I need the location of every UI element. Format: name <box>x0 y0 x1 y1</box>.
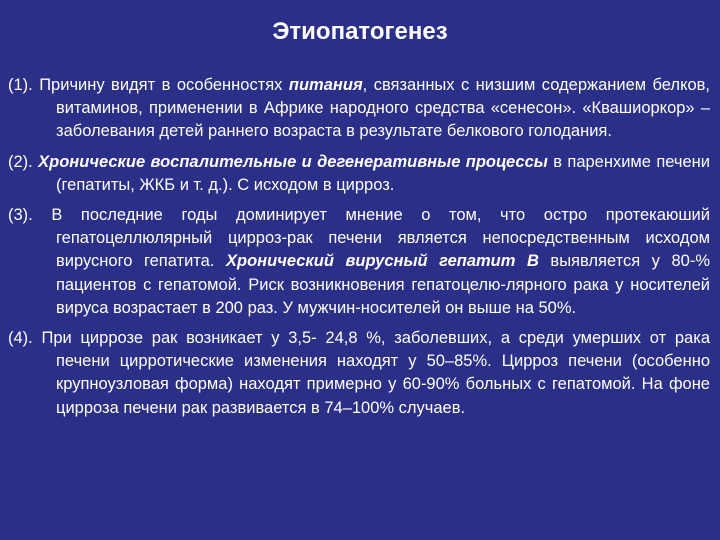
slide-body <box>8 74 710 427</box>
paragraph-number: (3). <box>8 206 33 225</box>
paragraph-3 <box>8 204 710 320</box>
paragraph-text: выявляется у 80-% пациентов с гепатомой. Риск возникновения гепатоцелю-лярного рака у носителей вируса возрастает в 200 раз. У мужчин-носителей он выше на 50%. <box>56 252 710 317</box>
paragraph-2 <box>8 151 710 197</box>
paragraph-number: (2). <box>8 152 33 171</box>
paragraph-number: (4). <box>8 329 33 348</box>
slide-title: Этиопатогенез <box>272 18 448 45</box>
paragraph-1 <box>8 74 710 144</box>
emphasis-text: Хронические воспалительные и дегенеративные процессы <box>38 152 548 171</box>
emphasis-text: питания <box>288 76 363 94</box>
paragraph-text: При циррозе рак возникает у 3,5- 24,8 %, заболевших, а среди умерших от рака печени цирротические изменения находят у 50–85%. Цирроз печени (особенно крупноузловая форма) находят примерно у 60-90% больных с гепатомой. На фоне цирроза печени рак развивается в 74–100% случаев. <box>32 329 710 417</box>
paragraph-4 <box>8 327 710 420</box>
emphasis-text: Хронический вирусный гепатит В <box>226 252 539 271</box>
paragraph-number: (1). <box>8 76 33 94</box>
paragraph-text: , связанных с низшим содержанием белков, витаминов, применении в Африке народного средства «сенесон». «Квашиоркор» – заболевания детей раннего возраста в результате белкового голодания. <box>56 76 710 141</box>
paragraph-text: В последние годы доминирует мнение о том, что остро протекаюший гепатоцеллюлярный цирроз-рак печени является непосредственным исходом вирусного гепатита. <box>32 206 710 271</box>
paragraph-text: Причину видят в особенностях <box>32 76 289 94</box>
paragraph-text: в паренхиме печени (гепатиты, ЖКБ и т. д.). С исходом в цирроз. <box>56 152 710 194</box>
